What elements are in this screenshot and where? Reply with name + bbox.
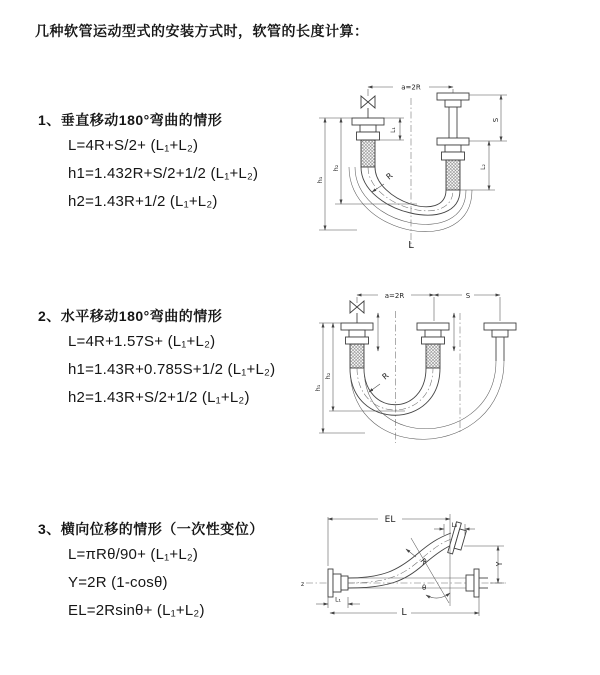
hose-s-curve bbox=[348, 533, 456, 588]
hose-braid-right bbox=[446, 160, 460, 190]
angle-theta bbox=[422, 584, 450, 598]
dim-label-el: EL bbox=[384, 515, 396, 525]
middle-flange-fitting bbox=[417, 323, 449, 368]
dim-label-length: L bbox=[408, 240, 414, 251]
radius-callout bbox=[406, 549, 429, 566]
section-2-formula-h2: h2=1.43R+S/2+1/2 (L₁+L₂) bbox=[68, 389, 250, 406]
diagram-vertical-180-bend bbox=[305, 68, 555, 258]
dim-label-theta: θ bbox=[422, 584, 427, 592]
dim-label-length: L bbox=[401, 607, 407, 618]
dim-label-s: S bbox=[465, 291, 471, 300]
hose-u-bend bbox=[350, 361, 504, 439]
fitting-length-marks bbox=[378, 313, 454, 351]
left-flange-fitting bbox=[352, 118, 384, 167]
section-3-formula-Y: Y=2R (1-cosθ) bbox=[68, 574, 168, 591]
radius-callout bbox=[372, 171, 395, 192]
dimension-length bbox=[330, 597, 479, 618]
hose-braid-middle bbox=[426, 344, 440, 368]
radius-callout bbox=[369, 371, 391, 392]
dim-label-radius: R bbox=[384, 171, 395, 182]
dim-label-h1: h₁ bbox=[314, 384, 322, 392]
section-2-formula-L: L=4R+1.57S+ (L₁+L₂) bbox=[68, 333, 216, 350]
section-1-heading: 1、垂直移动180°弯曲的情形 bbox=[38, 112, 223, 128]
section-1-formula-L: L=4R+S/2+ (L₁+L₂) bbox=[68, 137, 199, 154]
valve-icon bbox=[350, 301, 364, 323]
dim-label-l2: L₂ bbox=[480, 164, 487, 170]
section-3-heading: 3、横向位移的情形（一次性变位） bbox=[38, 521, 264, 537]
dimension-span-s bbox=[357, 291, 500, 322]
hose-braid-left bbox=[350, 344, 364, 368]
page-title: 几种软管运动型式的安装方式时，软管的长度计算： bbox=[35, 23, 369, 39]
section-1-formula-h1: h1=1.432R+S/2+1/2 (L₁+L₂) bbox=[68, 165, 259, 182]
dim-label-h2: h₂ bbox=[332, 164, 340, 172]
dim-label-h2: h₂ bbox=[324, 372, 332, 380]
dim-label-s: S bbox=[492, 117, 500, 123]
dim-label-l1: L₁ bbox=[335, 596, 341, 604]
hose-braid-left bbox=[361, 140, 375, 167]
dim-label-radius: R bbox=[380, 371, 391, 382]
dimension-l1 bbox=[316, 597, 360, 609]
section-3-formula-L: L=πRθ/90+ (L₁+L₂) bbox=[68, 546, 199, 563]
dim-label-l1: L₁ bbox=[390, 127, 397, 133]
section-2-heading: 2、水平移动180°弯曲的情形 bbox=[38, 308, 223, 324]
section-2-formula-h1: h1=1.43R+0.785S+1/2 (L₁+L₂) bbox=[68, 361, 276, 378]
dim-label-h1: h₁ bbox=[316, 176, 324, 184]
right-flange-fitting bbox=[437, 93, 469, 190]
right-flange-fitting bbox=[484, 323, 516, 361]
left-flange-fitting bbox=[341, 323, 373, 368]
diagram-horizontal-180-bend bbox=[305, 283, 555, 463]
dim-label-y: Y bbox=[495, 561, 504, 567]
left-flange-fitting bbox=[328, 569, 348, 597]
dim-label-radius: R bbox=[418, 556, 429, 567]
axis-label: z bbox=[301, 581, 305, 588]
section-3-formula-EL: EL=2Rsinθ+ (L₁+L₂) bbox=[68, 602, 205, 619]
section-1-formula-h2: h2=1.43R+1/2 (L₁+L₂) bbox=[68, 193, 218, 210]
dim-label-span: a=2R bbox=[384, 291, 405, 300]
diagram-lateral-displacement bbox=[298, 498, 598, 638]
dim-label-span: a=2R bbox=[401, 83, 421, 92]
dim-label-l2: L₂ bbox=[451, 522, 458, 529]
valve-icon bbox=[361, 96, 375, 118]
